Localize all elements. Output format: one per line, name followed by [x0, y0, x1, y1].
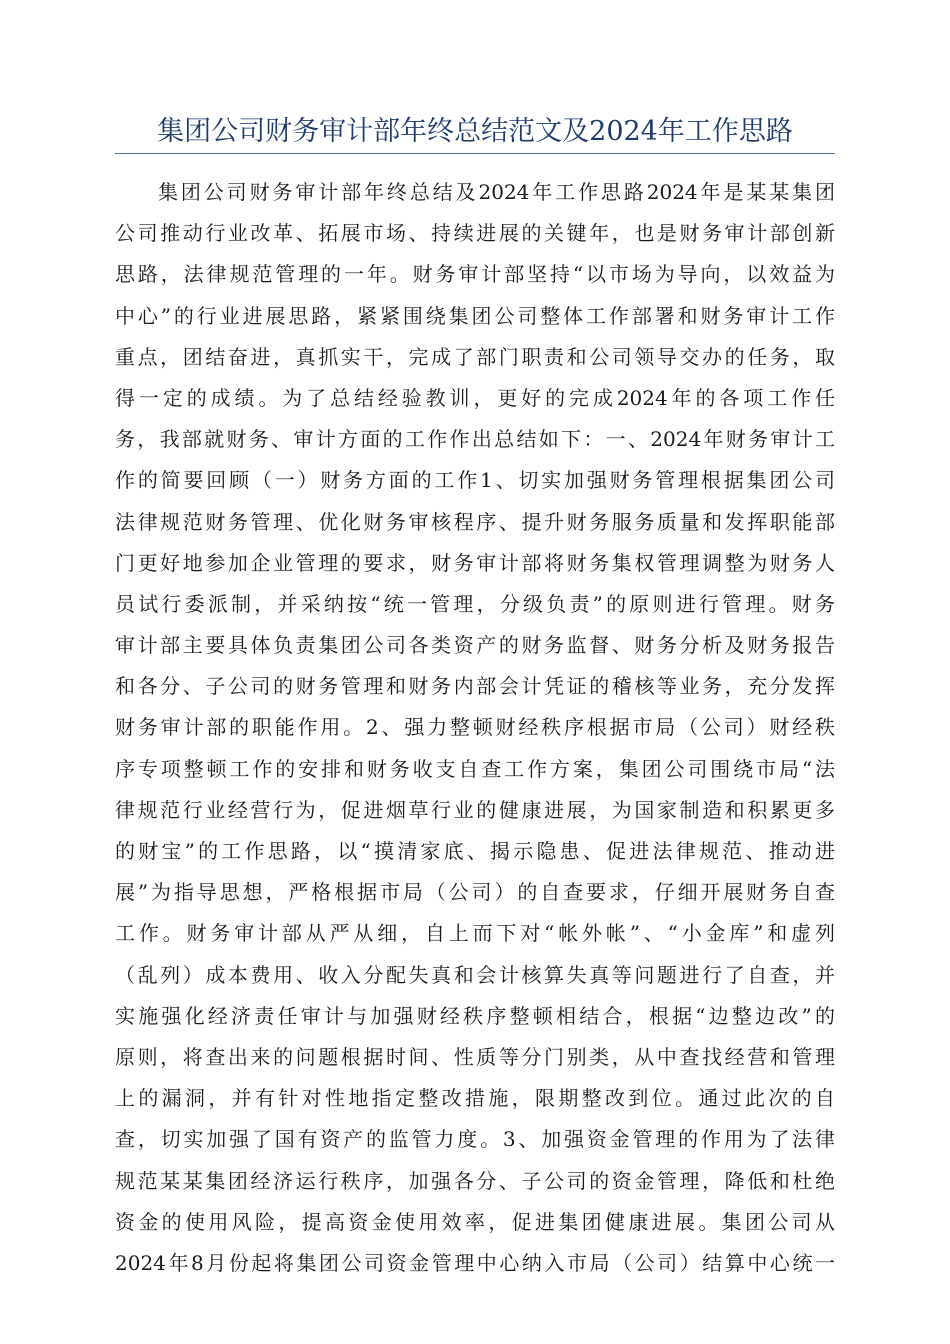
body-line: 实施强化经济责任审计与加强财经秩序整顿相结合，根据“边整边改”的	[115, 1003, 835, 1028]
body-line: 财务审计部的职能作用。2、强力整顿财经秩序根据市局（公司）财经秩	[115, 715, 835, 740]
document-title: 集团公司财务审计部年终总结范文及2024年工作思路	[157, 116, 793, 147]
body-line: 的财宝”的工作思路，以“摸清家底、揭示隐患、促进法律规范、推动进	[115, 839, 835, 863]
body-line: 思路，法律规范管理的一年。财务审计部坚持“以市场为导向，以效益为	[115, 262, 835, 287]
body-line: 集团公司财务审计部年终总结及2024年工作思路2024年是某某集团	[158, 180, 835, 204]
body-line: 门更好地参加企业管理的要求，财务审计部将财务集权管理调整为财务人	[115, 550, 835, 575]
body-line: 2024年8月份起将集团公司资金管理中心纳入市局（公司）结算中心统一	[115, 1250, 835, 1275]
body-line: 务，我部就财务、审计方面的工作作出总结如下：一、2024年财务审计工	[115, 427, 835, 452]
body-line: 查，切实加强了国有资产的监管力度。3、加强资金管理的作用为了法律	[115, 1127, 835, 1152]
body-line: 序专项整顿工作的安排和财务收支自查工作方案，集团公司围绕市局“法	[115, 756, 835, 781]
body-line: 员试行委派制，并采纳按“统一管理，分级负责”的原则进行管理。财务	[115, 591, 835, 616]
body-line: 上的漏洞，并有针对性地指定整改措施，限期整改到位。通过此次的自	[115, 1086, 835, 1111]
body-line: 得一定的成绩。为了总结经验教训，更好的完成2024年的各项工作任	[115, 385, 835, 410]
body-line: 重点，团结奋进，真抓实干，完成了部门职责和公司领导交办的任务，取	[115, 344, 835, 369]
body-line: 法律规范财务管理、优化财务审核程序、提升财务服务质量和发挥职能部	[115, 509, 835, 534]
body-line: 规范某某集团经济运行秩序，加强各分、子公司的资金管理，降低和杜绝	[115, 1168, 835, 1193]
body-line: 中心”的行业进展思路，紧紧围绕集团公司整体工作部署和财务审计工作	[115, 303, 835, 328]
title-underline	[115, 153, 835, 154]
body-line: 原则，将查出来的问题根据时间、性质等分门别类，从中查找经营和管理	[115, 1044, 835, 1069]
body-line: 展”为指导思想，严格根据市局（公司）的自查要求，仔细开展财务自查	[115, 880, 835, 905]
body-line: 审计部主要具体负责集团公司各类资产的财务监督、财务分析及财务报告	[115, 633, 835, 658]
body-line: 作的简要回顾（一）财务方面的工作1、切实加强财务管理根据集团公司	[115, 468, 835, 493]
body-line: 和各分、子公司的财务管理和财务内部会计凭证的稽核等业务，充分发挥	[115, 674, 835, 699]
body-line: 资金的使用风险，提高资金使用效率，促进集团健康进展。集团公司从	[115, 1209, 835, 1234]
document-body	[115, 172, 835, 1284]
body-line: 工作。财务审计部从严从细，自上而下对“帐外帐”、“小金库”和虚列	[115, 921, 835, 946]
body-line: 律规范行业经营行为，促进烟草行业的健康进展，为国家制造和积累更多	[115, 797, 835, 822]
body-line: （乱列）成本费用、收入分配失真和会计核算失真等问题进行了自查，并	[115, 962, 835, 987]
body-line: 公司推动行业改革、拓展市场、持续进展的关键年，也是财务审计部创新	[115, 221, 835, 246]
